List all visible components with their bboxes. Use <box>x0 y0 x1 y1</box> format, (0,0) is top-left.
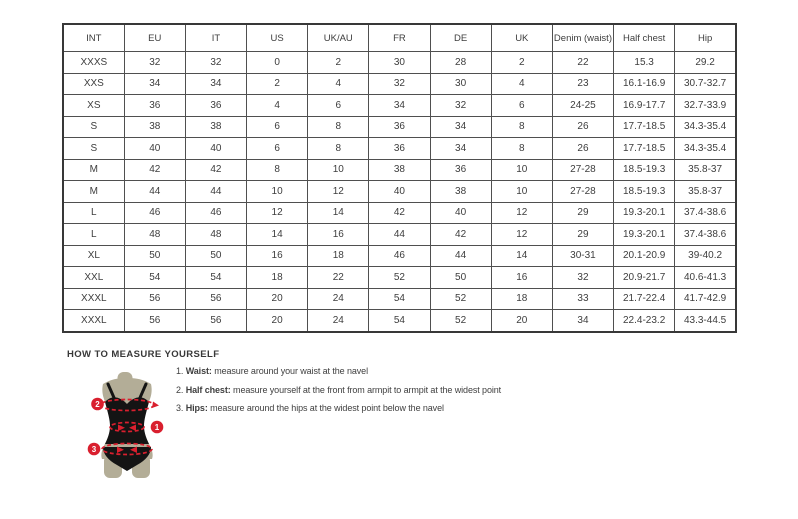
table-row <box>63 202 736 224</box>
step-number: 2. <box>176 384 186 395</box>
table-cell: 20 <box>247 310 308 332</box>
table-cell: 32 <box>369 73 430 95</box>
table-cell: 50 <box>124 245 185 267</box>
table-cell: 36 <box>124 95 185 117</box>
table-cell: 20 <box>491 310 552 332</box>
badge-hips-number: 3 <box>91 445 97 454</box>
table-cell: 17.7-18.5 <box>614 116 675 138</box>
table-cell: 56 <box>185 288 246 310</box>
table-cell: 30 <box>369 52 430 74</box>
table-cell: 8 <box>491 116 552 138</box>
table-cell: 18 <box>247 267 308 289</box>
column-header: DE <box>430 24 491 52</box>
table-cell: 8 <box>308 138 369 160</box>
table-cell: 56 <box>124 288 185 310</box>
table-cell: 30-31 <box>552 245 613 267</box>
table-cell: 29 <box>552 202 613 224</box>
table-cell: 22 <box>552 52 613 74</box>
step-label: Waist: <box>185 366 212 376</box>
table-cell: 8 <box>247 159 308 181</box>
column-header: IT <box>185 24 246 52</box>
table-cell: 22.4-23.2 <box>614 310 675 332</box>
table-cell: 6 <box>247 138 308 160</box>
table-cell: 34 <box>185 73 246 95</box>
table-cell: 36 <box>369 138 430 160</box>
table-cell: 18.5-19.3 <box>614 159 675 181</box>
table-cell: 4 <box>491 73 552 95</box>
table-cell: 19.3-20.1 <box>614 224 675 246</box>
column-header: EU <box>124 24 185 52</box>
table-cell: 32.7-33.9 <box>675 95 736 117</box>
table-cell: 48 <box>124 224 185 246</box>
table-cell: 10 <box>491 181 552 203</box>
table-cell: 50 <box>185 245 246 267</box>
table-row <box>63 52 736 74</box>
table-cell: 4 <box>247 95 308 117</box>
badge-waist <box>151 421 164 434</box>
size-label-cell: S <box>63 138 124 160</box>
table-cell: 6 <box>491 95 552 117</box>
size-label-cell: M <box>63 159 124 181</box>
table-cell: 26 <box>552 116 613 138</box>
table-cell: 29.2 <box>675 52 736 74</box>
table-cell: 20.9-21.7 <box>614 267 675 289</box>
size-label-cell: XXS <box>63 73 124 95</box>
table-row <box>63 288 736 310</box>
table-cell: 37.4-38.6 <box>675 224 736 246</box>
table-cell: 20 <box>247 288 308 310</box>
table-cell: 33 <box>552 288 613 310</box>
table-cell: 8 <box>491 138 552 160</box>
table-cell: 46 <box>124 202 185 224</box>
table-cell: 18 <box>308 245 369 267</box>
table-cell: 10 <box>247 181 308 203</box>
table-cell: 40.6-41.3 <box>675 267 736 289</box>
table-cell: 50 <box>430 267 491 289</box>
measure-step <box>176 384 501 396</box>
table-cell: 2 <box>308 52 369 74</box>
size-label-cell: XXL <box>63 267 124 289</box>
table-cell: 35.8-37 <box>675 181 736 203</box>
table-cell: 35.8-37 <box>675 159 736 181</box>
table-cell: 38 <box>185 116 246 138</box>
badge-waist-number: 1 <box>154 423 160 432</box>
table-cell: 40 <box>369 181 430 203</box>
table-cell: 12 <box>247 202 308 224</box>
table-cell: 36 <box>185 95 246 117</box>
table-row <box>63 224 736 246</box>
badge-half-chest-number: 2 <box>95 400 100 409</box>
table-cell: 37.4-38.6 <box>675 202 736 224</box>
table-cell: 22 <box>308 267 369 289</box>
step-number: 3. <box>176 403 186 413</box>
table-cell: 36 <box>430 159 491 181</box>
table-cell: 27-28 <box>552 159 613 181</box>
step-text: measure yourself at the front from armpit to armpit at the widest point <box>230 384 502 395</box>
measure-step <box>176 402 501 414</box>
table-cell: 26 <box>552 138 613 160</box>
size-label-cell: XXXL <box>63 310 124 332</box>
table-cell: 18.5-19.3 <box>614 181 675 203</box>
step-label: Half chest: <box>185 384 231 395</box>
step-text: measure around the hips at the widest point below the navel <box>207 403 444 413</box>
table-cell: 52 <box>430 288 491 310</box>
table-cell: 42 <box>430 224 491 246</box>
column-header: Half chest <box>614 24 675 52</box>
table-cell: 30 <box>430 73 491 95</box>
column-header: UK/AU <box>308 24 369 52</box>
table-cell: 18 <box>491 288 552 310</box>
table-cell: 16.9-17.7 <box>614 95 675 117</box>
table-cell: 16.1-16.9 <box>614 73 675 95</box>
table-cell: 32 <box>430 95 491 117</box>
size-label-cell: XXXL <box>63 288 124 310</box>
chest-arrow-right <box>152 402 159 409</box>
column-header: US <box>247 24 308 52</box>
table-cell: 34 <box>124 73 185 95</box>
table-cell: 29 <box>552 224 613 246</box>
table-cell: 12 <box>491 224 552 246</box>
table-cell: 42 <box>185 159 246 181</box>
table-cell: 16 <box>308 224 369 246</box>
table-cell: 12 <box>308 181 369 203</box>
column-header: INT <box>63 24 124 52</box>
table-header-row <box>63 24 736 52</box>
table-cell: 44 <box>185 181 246 203</box>
table-cell: 15.3 <box>614 52 675 74</box>
table-cell: 32 <box>124 52 185 74</box>
size-label-cell: L <box>63 224 124 246</box>
table-cell: 56 <box>185 310 246 332</box>
table-cell: 2 <box>247 73 308 95</box>
table-cell: 34 <box>552 310 613 332</box>
table-cell: 32 <box>552 267 613 289</box>
table-cell: 54 <box>369 288 430 310</box>
table-cell: 23 <box>552 73 613 95</box>
size-label-cell: XS <box>63 95 124 117</box>
size-chart <box>62 23 737 333</box>
table-cell: 4 <box>308 73 369 95</box>
size-label-cell: XXXS <box>63 52 124 74</box>
table-cell: 54 <box>124 267 185 289</box>
table-cell: 30.7-32.7 <box>675 73 736 95</box>
table-row <box>63 245 736 267</box>
table-row <box>63 73 736 95</box>
column-header: Denim (waist) <box>552 24 613 52</box>
table-row <box>63 310 736 332</box>
table-cell: 38 <box>430 181 491 203</box>
table-cell: 34 <box>430 138 491 160</box>
table-cell: 44 <box>369 224 430 246</box>
table-row <box>63 159 736 181</box>
table-cell: 54 <box>185 267 246 289</box>
table-row <box>63 181 736 203</box>
table-cell: 43.3-44.5 <box>675 310 736 332</box>
column-header: Hip <box>675 24 736 52</box>
table-cell: 14 <box>308 202 369 224</box>
size-table-head <box>63 24 736 52</box>
step-number: 1. <box>176 366 186 376</box>
table-cell: 10 <box>308 159 369 181</box>
table-cell: 38 <box>124 116 185 138</box>
table-cell: 40 <box>430 202 491 224</box>
table-cell: 42 <box>124 159 185 181</box>
table-cell: 34.3-35.4 <box>675 116 736 138</box>
table-cell: 14 <box>491 245 552 267</box>
table-cell: 8 <box>308 116 369 138</box>
size-label-cell: XL <box>63 245 124 267</box>
column-header: FR <box>369 24 430 52</box>
table-cell: 38 <box>369 159 430 181</box>
table-cell: 6 <box>247 116 308 138</box>
measure-section-heading: HOW TO MEASURE YOURSELF <box>67 349 220 360</box>
table-cell: 24-25 <box>552 95 613 117</box>
table-row <box>63 138 736 160</box>
table-cell: 20.1-20.9 <box>614 245 675 267</box>
table-cell: 28 <box>430 52 491 74</box>
table-cell: 44 <box>430 245 491 267</box>
size-table-body <box>63 52 736 332</box>
table-cell: 40 <box>185 138 246 160</box>
table-cell: 44 <box>124 181 185 203</box>
table-cell: 52 <box>430 310 491 332</box>
table-cell: 17.7-18.5 <box>614 138 675 160</box>
table-cell: 6 <box>308 95 369 117</box>
table-cell: 48 <box>185 224 246 246</box>
table-row <box>63 116 736 138</box>
badge-half-chest <box>91 398 104 411</box>
table-cell: 0 <box>247 52 308 74</box>
step-text: measure around your waist at the navel <box>211 366 368 376</box>
table-cell: 16 <box>491 267 552 289</box>
table-cell: 12 <box>491 202 552 224</box>
table-row <box>63 95 736 117</box>
table-cell: 27-28 <box>552 181 613 203</box>
table-cell: 36 <box>369 116 430 138</box>
badge-hips <box>88 443 101 456</box>
table-cell: 10 <box>491 159 552 181</box>
table-cell: 52 <box>369 267 430 289</box>
table-cell: 34 <box>430 116 491 138</box>
table-cell: 46 <box>369 245 430 267</box>
mannequin-illustration <box>82 369 170 481</box>
table-cell: 21.7-22.4 <box>614 288 675 310</box>
table-cell: 41.7-42.9 <box>675 288 736 310</box>
size-label-cell: M <box>63 181 124 203</box>
table-cell: 16 <box>247 245 308 267</box>
table-cell: 2 <box>491 52 552 74</box>
camisole <box>105 397 149 444</box>
column-header: UK <box>491 24 552 52</box>
table-cell: 54 <box>369 310 430 332</box>
table-cell: 24 <box>308 288 369 310</box>
size-label-cell: L <box>63 202 124 224</box>
table-cell: 14 <box>247 224 308 246</box>
size-table <box>62 23 737 333</box>
size-label-cell: S <box>63 116 124 138</box>
measure-steps <box>176 365 501 421</box>
table-cell: 46 <box>185 202 246 224</box>
table-cell: 39-40.2 <box>675 245 736 267</box>
table-cell: 19.3-20.1 <box>614 202 675 224</box>
table-cell: 32 <box>185 52 246 74</box>
step-label: Hips: <box>185 403 208 413</box>
table-cell: 34 <box>369 95 430 117</box>
table-cell: 56 <box>124 310 185 332</box>
mannequin-figure <box>82 369 170 481</box>
measure-step <box>176 365 501 377</box>
table-cell: 40 <box>124 138 185 160</box>
table-cell: 34.3-35.4 <box>675 138 736 160</box>
table-cell: 24 <box>308 310 369 332</box>
table-row <box>63 267 736 289</box>
table-cell: 42 <box>369 202 430 224</box>
